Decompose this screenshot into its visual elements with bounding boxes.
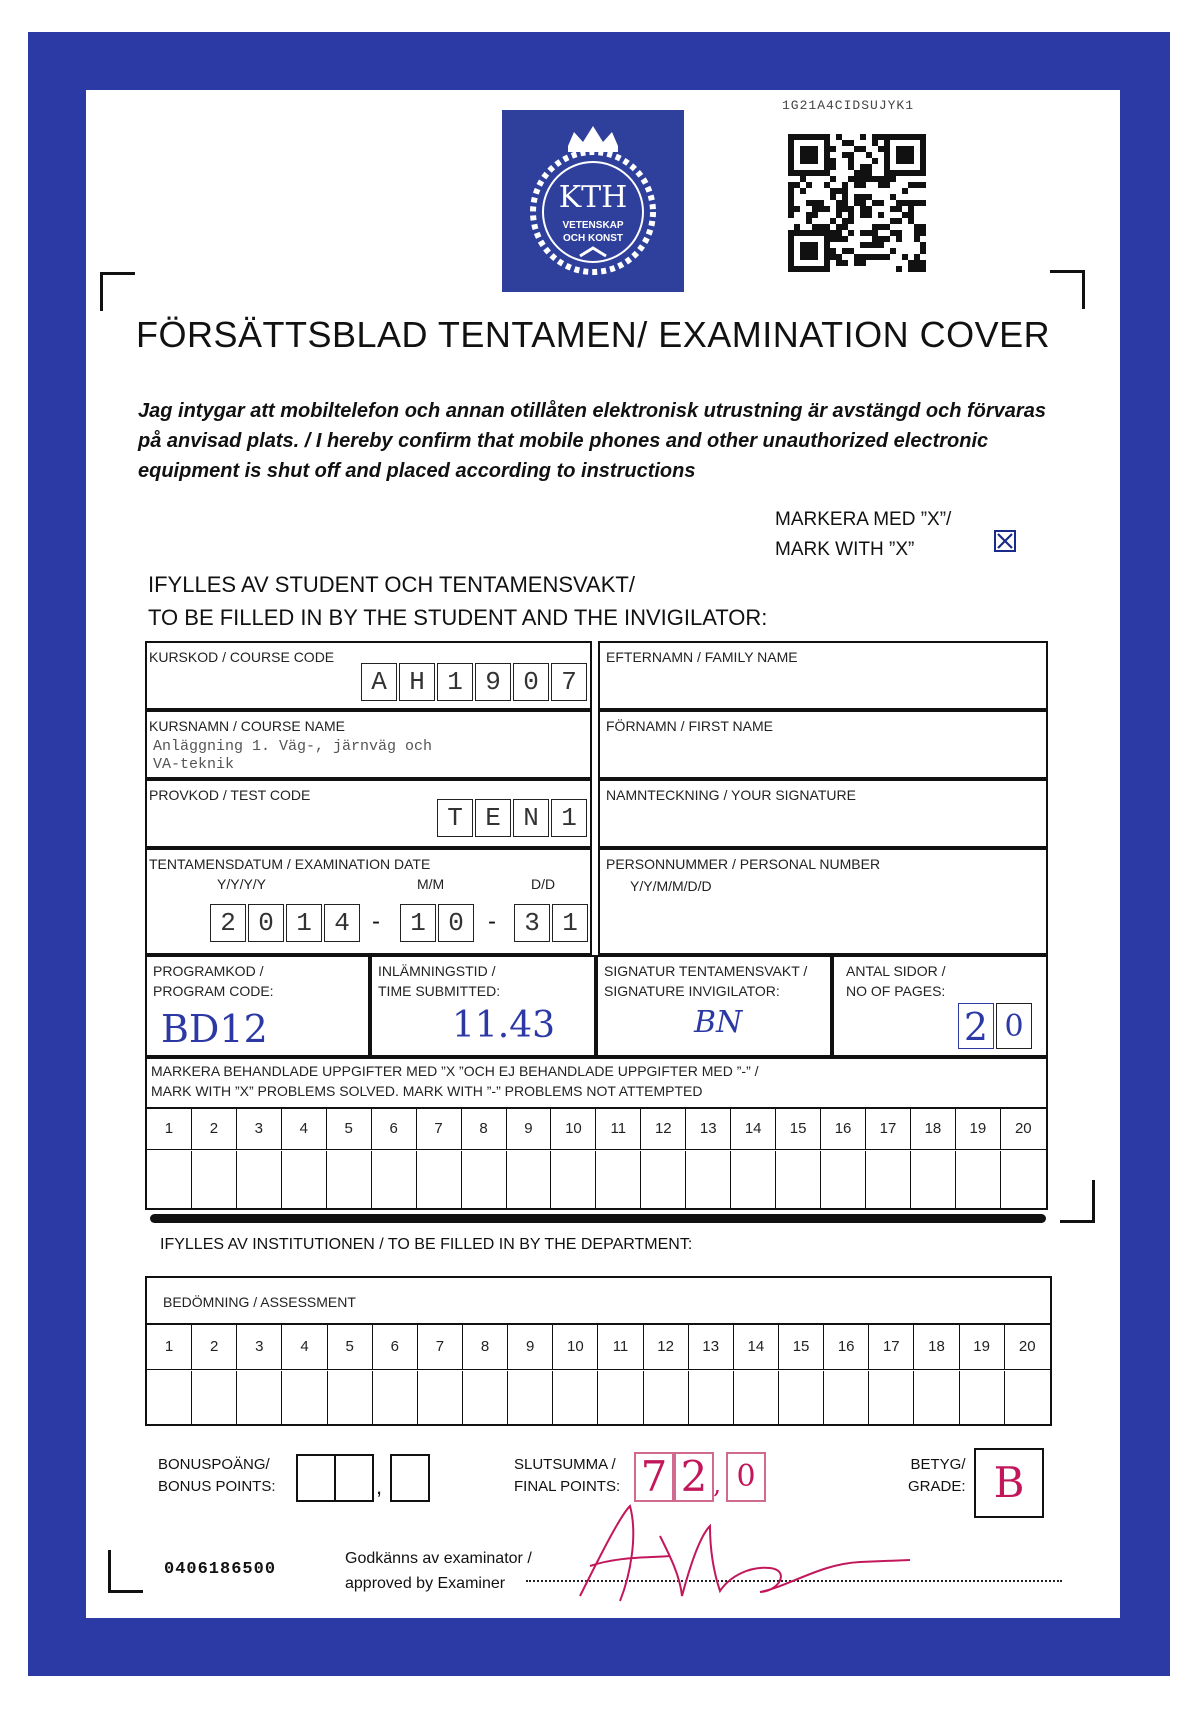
problems-divider [145,1149,1048,1150]
course-name-line1: Anläggning 1. Väg-, järnväg och [153,738,433,755]
assessment-mark-cell[interactable] [869,1371,914,1424]
assessment-number-cell: 20 [1018,1338,1036,1355]
assessment-number-cell: 13 [689,1325,734,1369]
test-code-char: 1 [551,799,587,837]
problem-mark-cell[interactable] [282,1151,327,1208]
problems-number-row [147,1109,1046,1149]
personal-number-field[interactable] [598,848,1048,955]
page-title: FÖRSÄTTSBLAD TENTAMEN/ EXAMINATION COVER [136,314,1051,355]
problem-number-cell: 15 [776,1109,821,1149]
problems-instruction-2: MARK WITH ”X” PROBLEMS SOLVED. MARK WITH ”-” PROBLEMS NOT ATTEMPTED [151,1083,703,1099]
assessment-mark-cell[interactable] [553,1371,598,1424]
problem-number-cell: 6 [372,1109,417,1149]
course-code-char: 1 [437,663,473,701]
pages-label-1: ANTAL SIDOR / [846,963,946,979]
final-points-separator: , [713,1470,722,1500]
family-name-field[interactable] [598,641,1048,710]
signature-field[interactable] [598,779,1048,848]
course-code-char: H [399,663,435,701]
assessment-mark-cell[interactable] [373,1371,418,1424]
problem-mark-cell[interactable] [596,1151,641,1208]
assessment-number-cell: 1 [147,1325,192,1369]
problem-number-cell: 19 [956,1109,1001,1149]
course-code-char: 0 [513,663,549,701]
problem-mark-cell[interactable] [507,1151,552,1208]
redacted-personal-number [620,898,1040,944]
program-code-value: BD12 [161,1007,268,1051]
time-submitted-label-1: INLÄMNINGSTID / [378,963,496,979]
course-code-char: 7 [551,663,587,701]
course-code-char: 9 [475,663,511,701]
date-month-char: 0 [438,904,474,942]
problem-mark-cell[interactable] [911,1151,956,1208]
problem-mark-cell[interactable] [821,1151,866,1208]
mark-instruction-line1: MARKERA MED ”X”/ [775,509,952,530]
problem-number-cell: 16 [821,1109,866,1149]
personal-number-hint: Y/Y/M/M/D/D [630,878,712,894]
program-code-label-2: PROGRAM CODE: [153,983,274,999]
bonus-separator: , [376,1474,383,1499]
qr-code [788,134,926,272]
assessment-number-cell: 7 [418,1325,463,1369]
assessment-mark-row [147,1371,1050,1424]
date-day-char: 3 [514,904,550,942]
assessment-number-cell: 17 [869,1325,914,1369]
assessment-number-cell: 19 [960,1325,1005,1369]
invigilator-signature-field[interactable] [596,955,832,1057]
invigilator-label-1: SIGNATUR TENTAMENSVAKT / [604,963,808,979]
problem-number-cell: 17 [866,1109,911,1149]
problem-number-cell: 2 [192,1109,237,1149]
bonus-label-1: BONUSPOÄNG/ [158,1456,270,1473]
assessment-label: BEDÖMNING / ASSESSMENT [163,1294,356,1310]
time-submitted-field[interactable] [370,955,596,1057]
assessment-mark-cell[interactable] [147,1371,192,1424]
problem-mark-cell[interactable] [147,1151,192,1208]
time-submitted-value: 11.43 [452,1005,556,1046]
examiner-signature [560,1496,920,1616]
pages-digit: 0 [996,1003,1032,1049]
approval-text [345,1546,532,1596]
grade-label-1: BETYG/ [910,1456,966,1473]
approval-line-2: approved by Examiner [345,1575,506,1592]
assessment-number-cell: 16 [824,1325,869,1369]
assessment-mark-cell[interactable] [689,1371,734,1424]
family-name-label: EFTERNAMN / FAMILY NAME [606,649,798,665]
assessment-number-cell: 18 [914,1325,959,1369]
problem-number-cell: 5 [327,1109,372,1149]
problem-number-cell: 12 [641,1109,686,1149]
logo-motto-2: OCH KONST [563,233,623,244]
problem-mark-cell[interactable] [866,1151,911,1208]
confirmation-checkbox[interactable] [994,530,1016,552]
date-year-char: 1 [286,904,322,942]
final-points-digit: 7 [634,1452,674,1502]
signature-label: NAMNTECKNING / YOUR SIGNATURE [606,787,856,803]
bonus-box[interactable] [390,1454,430,1502]
grade-value: B [974,1448,1044,1518]
corner-mark-top-right [1050,270,1085,309]
assessment-number-cell: 12 [644,1325,689,1369]
first-name-field[interactable] [598,710,1048,779]
mark-instruction-line2: MARK WITH ”X” [775,539,915,560]
assessment-mark-cell[interactable] [914,1371,959,1424]
problem-number-cell: 18 [911,1109,956,1149]
grade-label-2: GRADE: [908,1478,966,1495]
bonus-label-2: BONUS POINTS: [158,1478,276,1495]
bonus-label [158,1454,276,1498]
problem-mark-cell[interactable] [237,1151,282,1208]
assessment-mark-cell[interactable] [1005,1371,1050,1424]
assessment-mark-cell[interactable] [192,1371,237,1424]
corner-mark-mid-right [1060,1180,1095,1223]
assessment-number-cell: 11 [598,1325,643,1369]
problem-number-cell: 20 [1014,1120,1032,1137]
date-month-char: 1 [400,904,436,942]
course-code-label: KURSKOD / COURSE CODE [149,649,335,665]
problem-number-cell: 3 [237,1109,282,1149]
assessment-mark-cell[interactable] [644,1371,689,1424]
test-code-char: T [437,799,473,837]
problem-mark-cell[interactable] [956,1151,1001,1208]
problem-mark-cell[interactable] [731,1151,776,1208]
x-mark-icon [996,532,1014,550]
assessment-mark-cell[interactable] [328,1371,373,1424]
assessment-divider [145,1369,1052,1370]
date-year-char: 2 [210,904,246,942]
bonus-box[interactable] [296,1454,336,1502]
problems-instruction-1: MARKERA BEHANDLADE UPPGIFTER MED ”X ”OCH EJ BEHANDLADE UPPGIFTER MED ”-” / [151,1063,759,1079]
final-label-2: FINAL POINTS: [514,1478,621,1495]
pages-label-2: NO OF PAGES: [846,983,946,999]
student-heading-en: TO BE FILLED IN BY THE STUDENT AND THE INVIGILATOR: [148,605,768,630]
assessment-mark-cell[interactable] [779,1371,824,1424]
final-points-decimal: 0 [726,1452,766,1502]
pages-digit: 2 [958,1003,994,1049]
problem-number-cell: 7 [417,1109,462,1149]
invigilator-label-2: SIGNATURE INVIGILATOR: [604,983,780,999]
problem-number-cell: 14 [731,1109,776,1149]
course-name-label: KURSNAMN / COURSE NAME [149,718,346,734]
kth-logo [502,110,684,292]
assessment-number-cell: 9 [508,1325,553,1369]
test-code-label: PROVKOD / TEST CODE [149,787,311,803]
program-code-label-1: PROGRAMKOD / [153,963,264,979]
student-section-heading [148,568,767,634]
course-name-line2: VA-teknik [153,756,235,773]
assessment-mark-cell[interactable] [824,1371,869,1424]
assessment-number-row [147,1325,1050,1369]
confirmation-text: Jag intygar att mobiltelefon och annan otillåten elektronisk utrustning är avstängd och förvaras på anvisad plats. / I hereby confirm that mobile phones and other unauthorized electronic equipment is shut off and placed according to instructions [138,400,1046,482]
assessment-number-cell: 10 [553,1325,598,1369]
date-year-char: 0 [248,904,284,942]
logo-motto-1: VETENSKAP [562,220,624,231]
thick-separator [150,1214,1046,1223]
time-submitted-label-2: TIME SUBMITTED: [378,983,501,999]
approval-line-1: Godkänns av examinator / [345,1550,532,1567]
problem-number-cell: 13 [686,1109,731,1149]
qr-code-text: 1G21A4CIDSUJYK1 [782,98,915,113]
test-code-char: E [475,799,511,837]
date-separator: - [488,908,496,935]
problem-mark-cell[interactable] [776,1151,821,1208]
assessment-mark-cell[interactable] [598,1371,643,1424]
assessment-mark-cell[interactable] [463,1371,508,1424]
corner-mark-top-left [100,272,135,311]
grade-label [908,1454,966,1498]
assessment-mark-cell[interactable] [508,1371,553,1424]
final-label-1: SLUTSUMMA / [514,1456,616,1473]
date-year-char: 4 [324,904,360,942]
assessment-mark-cell[interactable] [960,1371,1005,1424]
problem-mark-cell[interactable] [686,1151,731,1208]
invigilator-signature-value: BN [694,1005,743,1040]
assessment-mark-cell[interactable] [734,1371,779,1424]
assessment-number-cell: 14 [734,1325,779,1369]
bonus-box[interactable] [334,1454,374,1502]
date-day-char: 1 [552,904,588,942]
problem-number-cell: 8 [462,1109,507,1149]
assessment-number-cell: 8 [463,1325,508,1369]
final-points-digit: 2 [674,1452,714,1502]
problem-mark-cell[interactable] [192,1151,237,1208]
assessment-number-cell: 5 [328,1325,373,1369]
assessment-number-cell: 4 [282,1325,327,1369]
assessment-mark-cell[interactable] [418,1371,463,1424]
problem-number-cell: 9 [507,1109,552,1149]
mark-instruction [775,505,951,565]
problem-mark-cell[interactable] [641,1151,686,1208]
student-heading-sv: IFYLLES AV STUDENT OCH TENTAMENSVAKT/ [148,572,635,597]
assessment-mark-cell[interactable] [282,1371,327,1424]
assessment-number-cell: 2 [192,1325,237,1369]
problem-number-cell: 4 [282,1109,327,1149]
corner-mark-bottom-left [108,1550,143,1593]
department-heading: IFYLLES AV INSTITUTIONEN / TO BE FILLED IN BY THE DEPARTMENT: [160,1236,693,1253]
problem-mark-cell[interactable] [551,1151,596,1208]
first-name-label: FÖRNAMN / FIRST NAME [606,718,773,734]
exam-date-label: TENTAMENSDATUM / EXAMINATION DATE [149,856,431,872]
logo-text: KTH [558,180,628,215]
problem-mark-cell[interactable] [462,1151,507,1208]
course-code-char: A [361,663,397,701]
personal-number-label: PERSONNUMMER / PERSONAL NUMBER [606,856,881,872]
problem-mark-cell[interactable] [372,1151,417,1208]
test-code-char: N [513,799,549,837]
problems-mark-row [147,1151,1046,1208]
day-hint: D/D [531,876,556,892]
problem-mark-cell[interactable] [417,1151,462,1208]
problem-number-cell: 1 [147,1109,192,1149]
program-code-field[interactable] [145,955,370,1057]
problem-number-cell: 11 [596,1109,641,1149]
assessment-number-cell: 6 [373,1325,418,1369]
sheet-code: 0406186500 [164,1560,277,1579]
date-separator: - [372,908,380,935]
final-points-label [514,1454,620,1498]
month-hint: M/M [417,876,445,892]
course-name-field[interactable] [145,710,592,779]
year-hint: Y/Y/Y/Y [217,876,267,892]
problem-mark-cell[interactable] [1001,1151,1046,1208]
assessment-number-cell: 3 [237,1325,282,1369]
problem-number-cell: 10 [551,1109,596,1149]
assessment-number-cell: 15 [779,1325,824,1369]
problem-mark-cell[interactable] [327,1151,372,1208]
assessment-mark-cell[interactable] [237,1371,282,1424]
